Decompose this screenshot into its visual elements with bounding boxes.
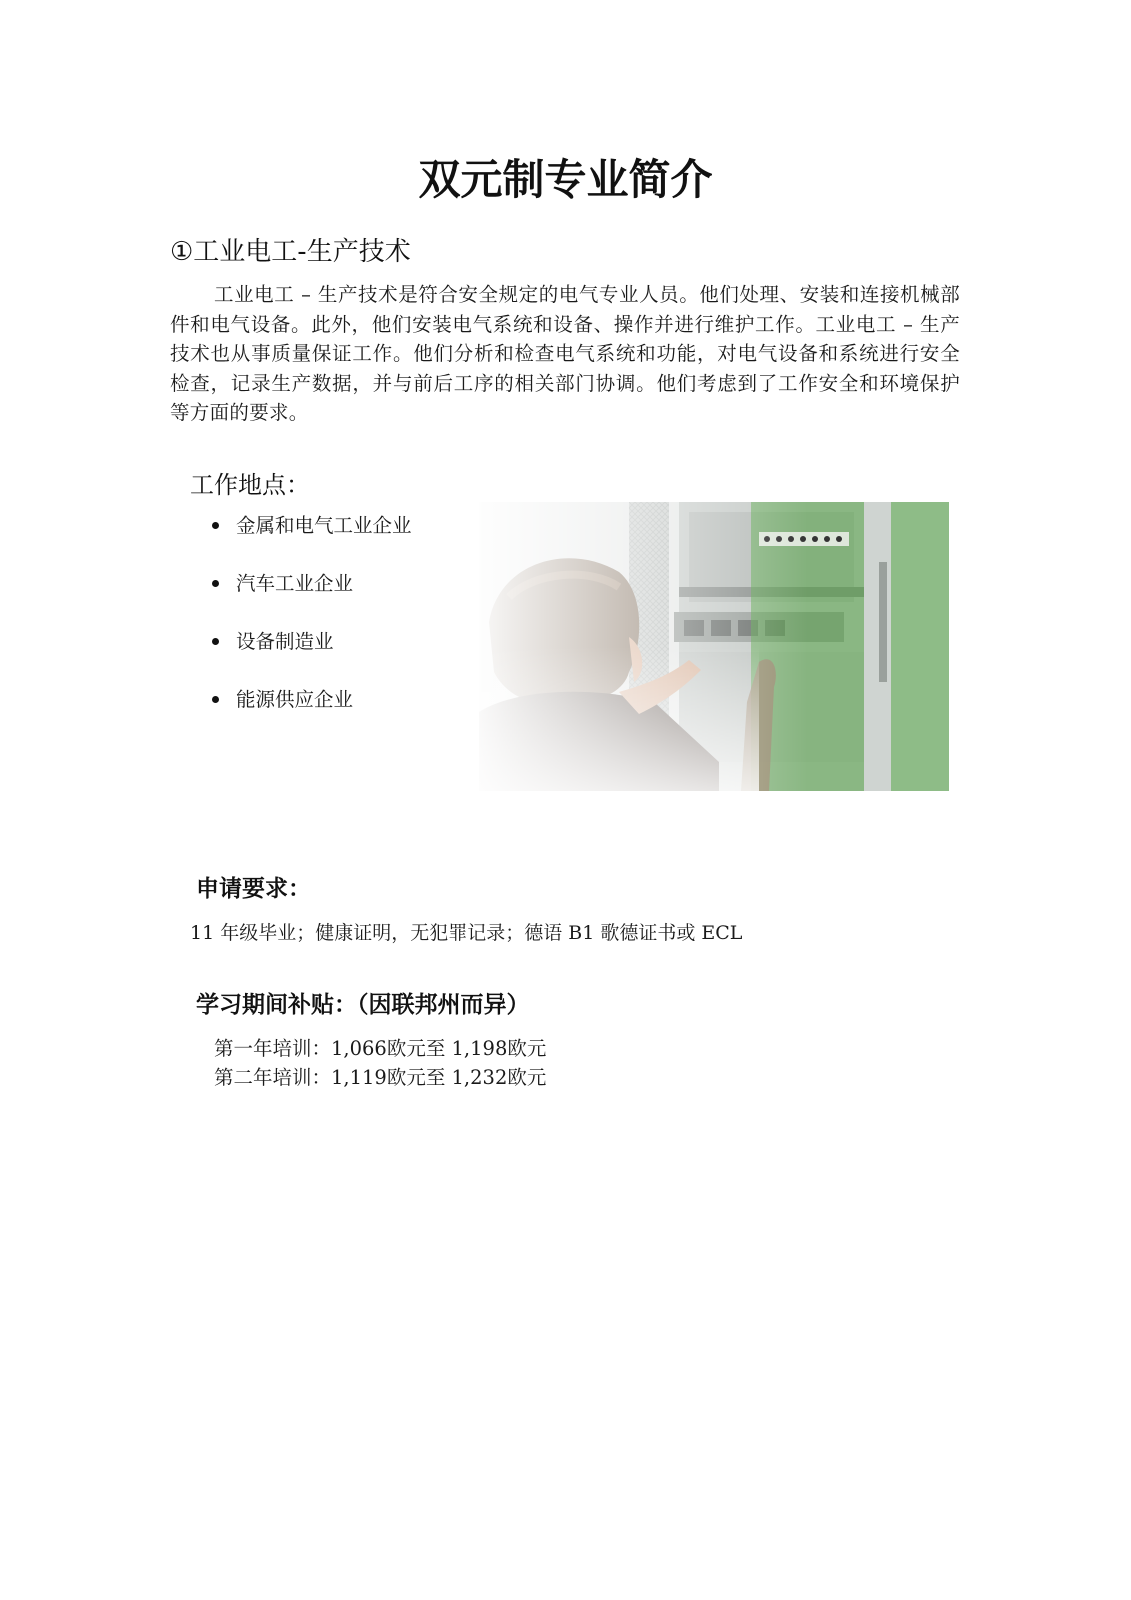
list-item-label: 设备制造业 (236, 630, 334, 653)
list-item (212, 682, 412, 740)
requirements-text: 11 年级毕业；健康证明，无犯罪记录；德语 B1 歌德证书或 ECL (190, 922, 743, 944)
list-item-label: 能源供应企业 (236, 688, 354, 711)
workplaces-list (212, 508, 412, 740)
list-item (212, 508, 412, 566)
page-title: 双元制专业简介 (418, 155, 713, 204)
bullet-icon (212, 696, 219, 703)
list-item: 第一年培训：1,066欧元至 1,198欧元 (214, 1037, 547, 1060)
list-item (212, 566, 412, 624)
section-heading: ①工业电工-生产技术 (170, 237, 411, 267)
requirements-heading: 申请要求： (196, 876, 311, 902)
bullet-icon (212, 638, 219, 645)
list-item: 第二年培训：1,119欧元至 1,232欧元 (214, 1066, 547, 1089)
workplaces-heading: 工作地点： (190, 471, 310, 499)
electrician-photo (479, 502, 949, 791)
intro-paragraph: 工业电工 – 生产技术是符合安全规定的电气专业人员。他们处理、安装和连接机械部件和电气设备。此外，他们安装电气系统和设备、操作并进行维护工作。工业电工 – 生产技术也从事质量保证工作。他们分析和检查电气系统和功能，对电气设备和系统进行安全检查，记录生产数据，并与前后工序的相关部门协调。他们考虑到了工作安全和环境保护等方面的要求。 (170, 283, 960, 424)
electrician-illustration (479, 502, 949, 791)
list-item-label: 金属和电气工业企业 (236, 514, 412, 537)
list-item-label: 汽车工业企业 (236, 572, 354, 595)
allowance-heading: 学习期间补贴：（因联邦州而异） (196, 992, 530, 1018)
allowance-list (214, 1034, 546, 1092)
bullet-icon (212, 522, 219, 529)
list-item (212, 624, 412, 682)
bullet-icon (212, 580, 219, 587)
